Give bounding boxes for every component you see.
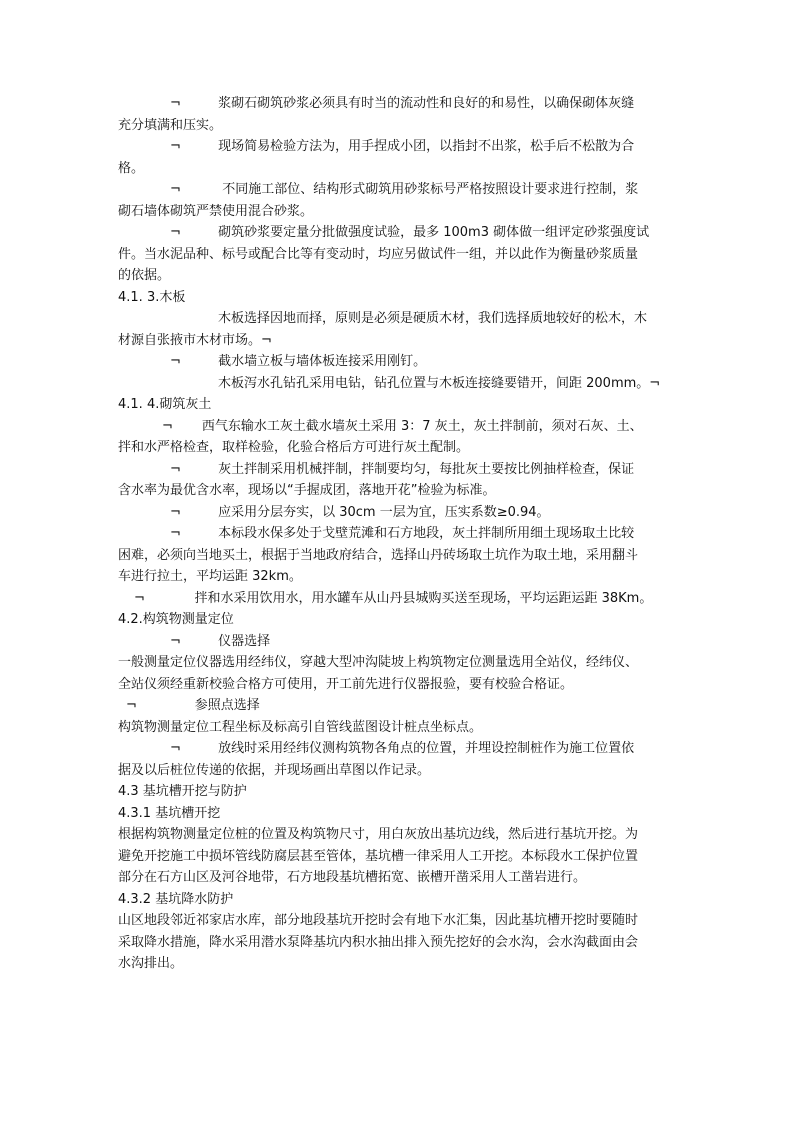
document-body [118,93,693,975]
text-line: 4.1. 4.砌筑灰土 [118,397,212,412]
text-line: 4.1. 3.木板 [118,289,186,305]
text-line: 车进行拉土，平均运距 32km。 [118,569,302,584]
text-line: ¬ 本标段水保多处于戈壁荒滩和石方地段，灰土拌制所用细土现场取土比较 [170,526,635,541]
text-line: ¬ 应采用分层夯实，以 30cm 一层为宜，压实系数≥0.94。 [170,504,550,520]
text-line: 山区地段邻近祁家店水库，部分地段基坑开挖时会有地下水汇集，因此基坑槽开挖时要随时 [118,913,639,928]
text-line: 材源自张掖市木材市场。¬ [118,332,272,348]
text-line: ¬ 拌和水采用饮用水，用水罐车从山丹县城购买送至现场，平均运距运距 38Km。 [134,590,653,606]
text-line: ¬ 西气东输水工灰土截水墙灰土采用 3：7 灰土，灰土拌制前，须对石灰、土、 [162,418,643,434]
text-line: 4.3.1 基坑槽开挖 [118,805,221,821]
text-line: ¬ 砌筑砂浆要定量分批做强度试验，最多 100m3 砌体做一组评定砂浆强度试 [170,225,650,240]
text-line: 4.3 基坑槽开挖与防护 [118,784,247,799]
text-line: 含水率为最优含水率，现场以“手握成团，落地开花”检验为标准。 [118,483,496,498]
text-line: ¬ 现场简易检验方法为，用手捏成小团，以指封不出浆，松手后不松散为合 [170,139,635,154]
text-line: 部分在石方山区及河谷地带，石方地段基坑槽拓宽、嵌槽开凿采用人工凿岩进行。 [118,870,587,885]
text-line: ¬ 仪器选择 [170,633,271,649]
text-line: 据及以后桩位传递的依据，并现场画出草图以作记录。 [118,762,431,778]
text-line: ¬ 浆砌石砌筑砂浆必须具有时当的流动性和良好的和易性，以确保砌体灰缝 [170,96,635,111]
text-line: 的依据。 [118,268,171,283]
text-line: 格。 [118,160,145,176]
text-line: 构筑物测量定位工程坐标及标高引自管线蓝图设计桩点坐标点。 [118,719,483,735]
text-line: ¬ 截水墙立板与墙体板连接采用刚钉。 [170,354,427,369]
text-line: 木板泻水孔钻孔采用电钻，钻孔位置与木板连接缝要错开，间距 200mm。¬ [218,375,661,391]
text-line: 全站仪须经重新校验合格方可使用，开工前先进行仪器报验，要有校验合格证。 [118,676,574,692]
text-line: ¬ 不同施工部位、结构形式砌筑用砂浆标号严格按照设计要求进行控制，浆 [170,182,639,197]
text-line: ¬ 参照点选择 [126,698,260,713]
text-line: 一般测量定位仪器选用经纬仪，穿越大型冲沟陡坡上构筑物定位测量选用全站仪，经纬仪、 [118,655,639,670]
text-line: 避免开挖施工中损坏管线防腐层甚至管体，基坑槽一律采用人工开挖。本标段水工保护位置 [118,848,639,864]
text-line: 砌石墙体砌筑严禁使用混合砂浆。 [118,203,314,219]
text-line: 拌和水严格检查，取样检验，化验合格后方可进行灰土配制。 [118,440,470,455]
text-line: 件。当水泥品种、标号或配合比等有变动时，均应另做试件一组，并以此作为衡量砂浆质量 [118,246,639,262]
text-line: 4.3.2 基坑降水防护 [118,891,234,907]
text-line: 采取降水措施，降水采用潜水泵降基坑内积水抽出排入预先挖好的会水沟，会水沟截面由会 [118,934,639,950]
text-line: 木板选择因地而择，原则是必须是硬质木材，我们选择质地较好的松木，木 [218,311,648,326]
text-line: 水沟排出。 [118,956,184,971]
text-line: ¬ 灰土拌制采用机械拌制，拌制要均匀，每批灰土要按比例抽样检查，保证 [170,461,635,477]
text-line: 4.2.构筑物测量定位 [118,612,234,627]
text-line: 充分填满和压实。 [118,117,223,133]
text-line: 根据构筑物测量定位桩的位置及构筑物尺寸，用白灰放出基坑边线，然后进行基坑开挖。为 [118,827,639,842]
text-line: ¬ 放线时采用经纬仪测构筑物各角点的位置，并埋设控制桩作为施工位置依 [170,741,635,756]
text-line: 困难，必须向当地买土，根据于当地政府结合，选择山丹砖场取土坑作为取土地，采用翻斗 [118,547,639,563]
